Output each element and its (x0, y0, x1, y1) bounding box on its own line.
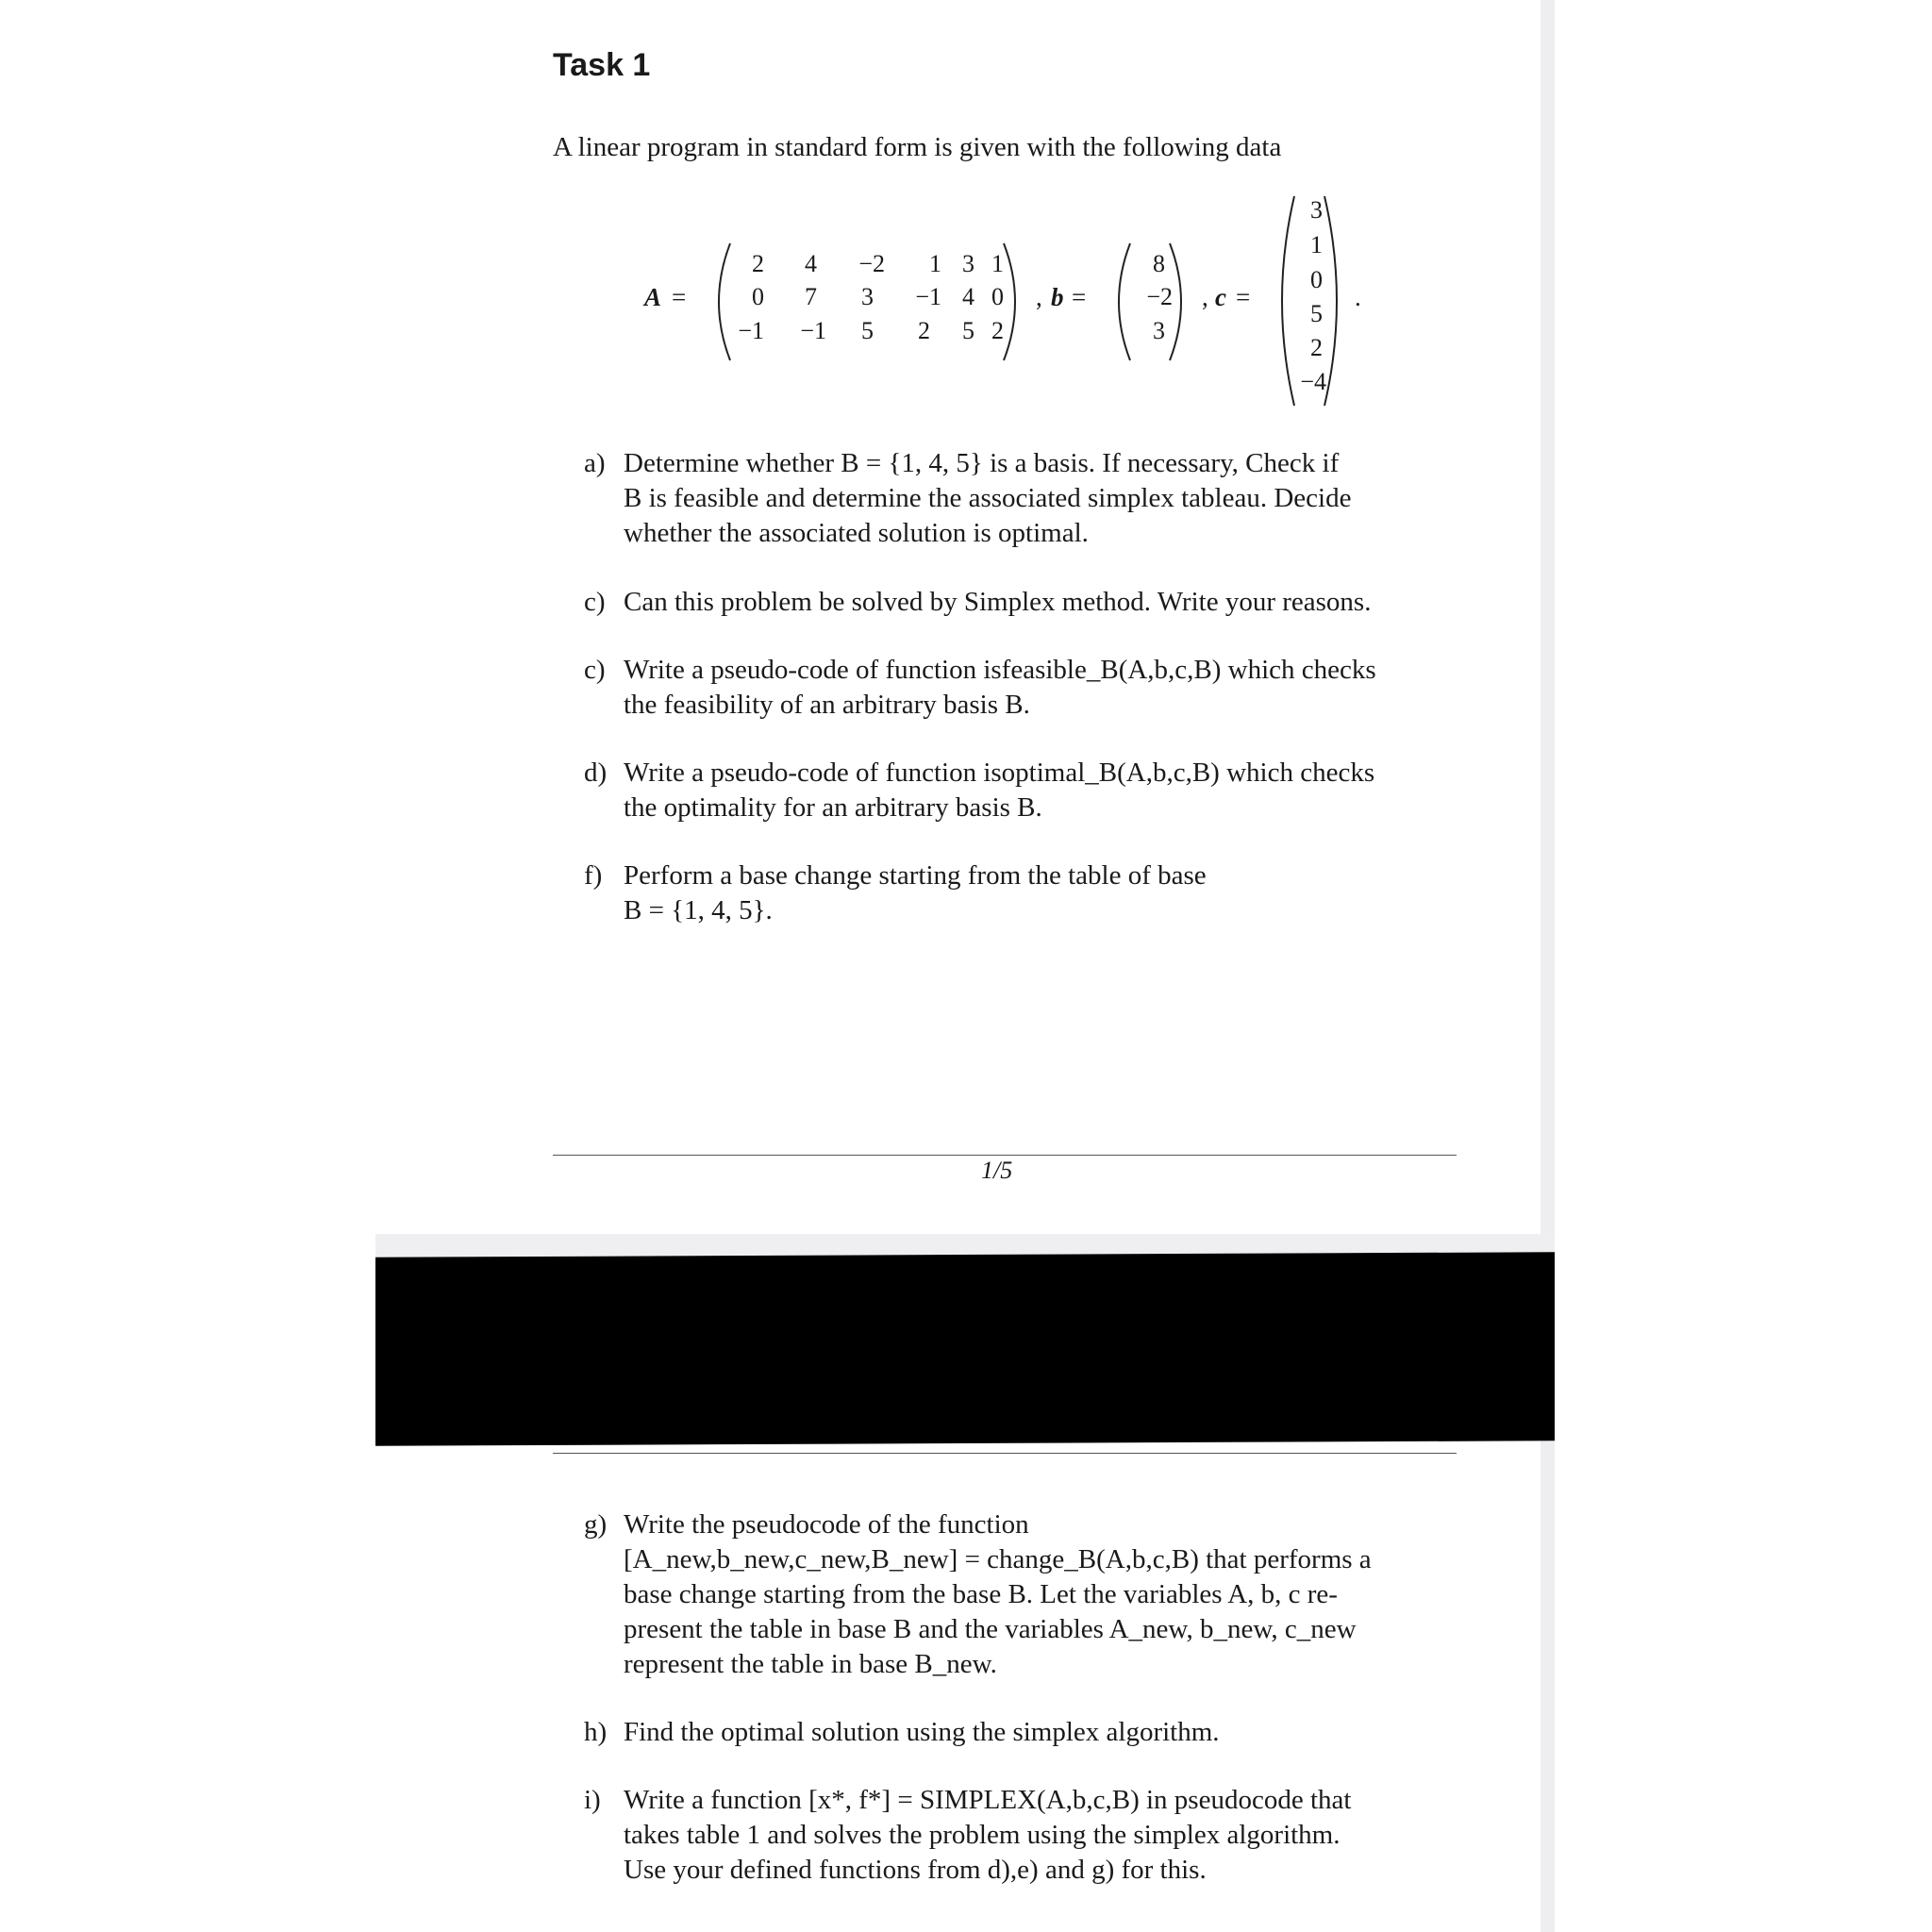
question-line: base change starting from the base B. Let the variables A, b, c re- (624, 1579, 1338, 1609)
question-line: Write a function [x*, f*] = SIMPLEX(A,b,c,B) in pseudocode that (624, 1785, 1352, 1815)
question-label: c) (584, 655, 606, 685)
comma: , (1036, 283, 1042, 311)
cell-c4: 5 (1310, 300, 1323, 327)
footer-rule (553, 1155, 1457, 1156)
cell-a23: 3 (861, 283, 874, 310)
cell-a12: 4 (805, 250, 817, 277)
redacted-region (375, 1252, 1555, 1445)
cell-a21: 0 (752, 283, 764, 310)
cell-b3: 3 (1153, 317, 1165, 344)
cell-a31: −1 (738, 317, 764, 344)
question-label: h) (584, 1717, 608, 1747)
question-line: whether the associated solution is optimal. (624, 518, 1089, 548)
cell-a26: 0 (991, 283, 1004, 310)
cell-a34: 2 (918, 317, 930, 344)
cell-a13: −2 (858, 250, 885, 277)
cell-a22: 7 (805, 283, 817, 310)
cell-a32: −1 (800, 317, 826, 344)
question-label: d) (584, 758, 608, 788)
question-label: g) (584, 1509, 608, 1540)
cell-a25: 4 (962, 283, 974, 310)
cell-c1: 3 (1310, 196, 1323, 224)
cell-a33: 5 (861, 317, 874, 344)
question-line: Find the optimal solution using the simplex algorithm. (624, 1717, 1220, 1747)
cell-a14: 1 (929, 250, 941, 277)
equals-sign: = (672, 283, 687, 311)
page-number: 1/5 (981, 1157, 1013, 1184)
question-line: Perform a base change starting from the table of base (624, 860, 1207, 891)
question-line: the feasibility of an arbitrary basis B. (624, 690, 1030, 720)
question-label: c) (584, 587, 606, 617)
matrix-A-label: A (644, 283, 662, 311)
cell-a15: 3 (962, 250, 974, 277)
question-line: Write a pseudo-code of function isoptimal_B(A,b,c,B) which checks (624, 758, 1375, 788)
right-paren (1000, 242, 1028, 362)
question-line: Use your defined functions from d),e) and g) for this. (624, 1855, 1207, 1885)
question-line: present the table in base B and the variables A_new, b_new, c_new (624, 1614, 1357, 1644)
vector-b-label: b (1051, 283, 1064, 311)
cell-c6: −4 (1300, 368, 1326, 395)
vector-c-label: c (1215, 283, 1226, 311)
cell-c2: 1 (1310, 231, 1323, 258)
equals-sign: = (1236, 283, 1251, 311)
task-title: Task 1 (553, 47, 651, 83)
page-right-edge (1541, 0, 1555, 1932)
question-label: i) (584, 1785, 601, 1815)
question-label: a) (584, 448, 606, 478)
cell-b2: −2 (1146, 283, 1173, 310)
cell-a35: 5 (962, 317, 974, 344)
question-line: the optimality for an arbitrary basis B. (624, 792, 1042, 823)
question-line: Can this problem be solved by Simplex method. Write your reasons. (624, 587, 1372, 617)
comma: , (1202, 283, 1208, 311)
question-line: B is feasible and determine the associated simplex tableau. Decide (624, 483, 1352, 513)
question-line: Write the pseudocode of the function (624, 1509, 1029, 1540)
cell-a11: 2 (752, 250, 764, 277)
question-line: represent the table in base B_new. (624, 1649, 997, 1679)
cell-a16: 1 (991, 250, 1004, 277)
question-line: B = {1, 4, 5}. (624, 895, 773, 925)
question-line: Write a pseudo-code of function isfeasible_B(A,b,c,B) which checks (624, 655, 1376, 685)
cell-c5: 2 (1310, 334, 1323, 361)
cell-c3: 0 (1310, 266, 1323, 293)
question-label: f) (584, 860, 603, 891)
cell-a24: −1 (915, 283, 941, 310)
question-line: takes table 1 and solves the problem using the simplex algorithm. (624, 1820, 1341, 1850)
question-line: Determine whether B = {1, 4, 5} is a basis. If necessary, Check if (624, 448, 1340, 478)
cell-a36: 2 (991, 317, 1004, 344)
period: . (1355, 283, 1361, 311)
intro-text: A linear program in standard form is given with the following data (553, 132, 1282, 162)
cell-b1: 8 (1153, 250, 1165, 277)
equals-sign: = (1072, 283, 1087, 311)
header-rule (553, 1453, 1457, 1454)
question-line: [A_new,b_new,c_new,B_new] = change_B(A,b,c,B) that performs a (624, 1544, 1372, 1574)
